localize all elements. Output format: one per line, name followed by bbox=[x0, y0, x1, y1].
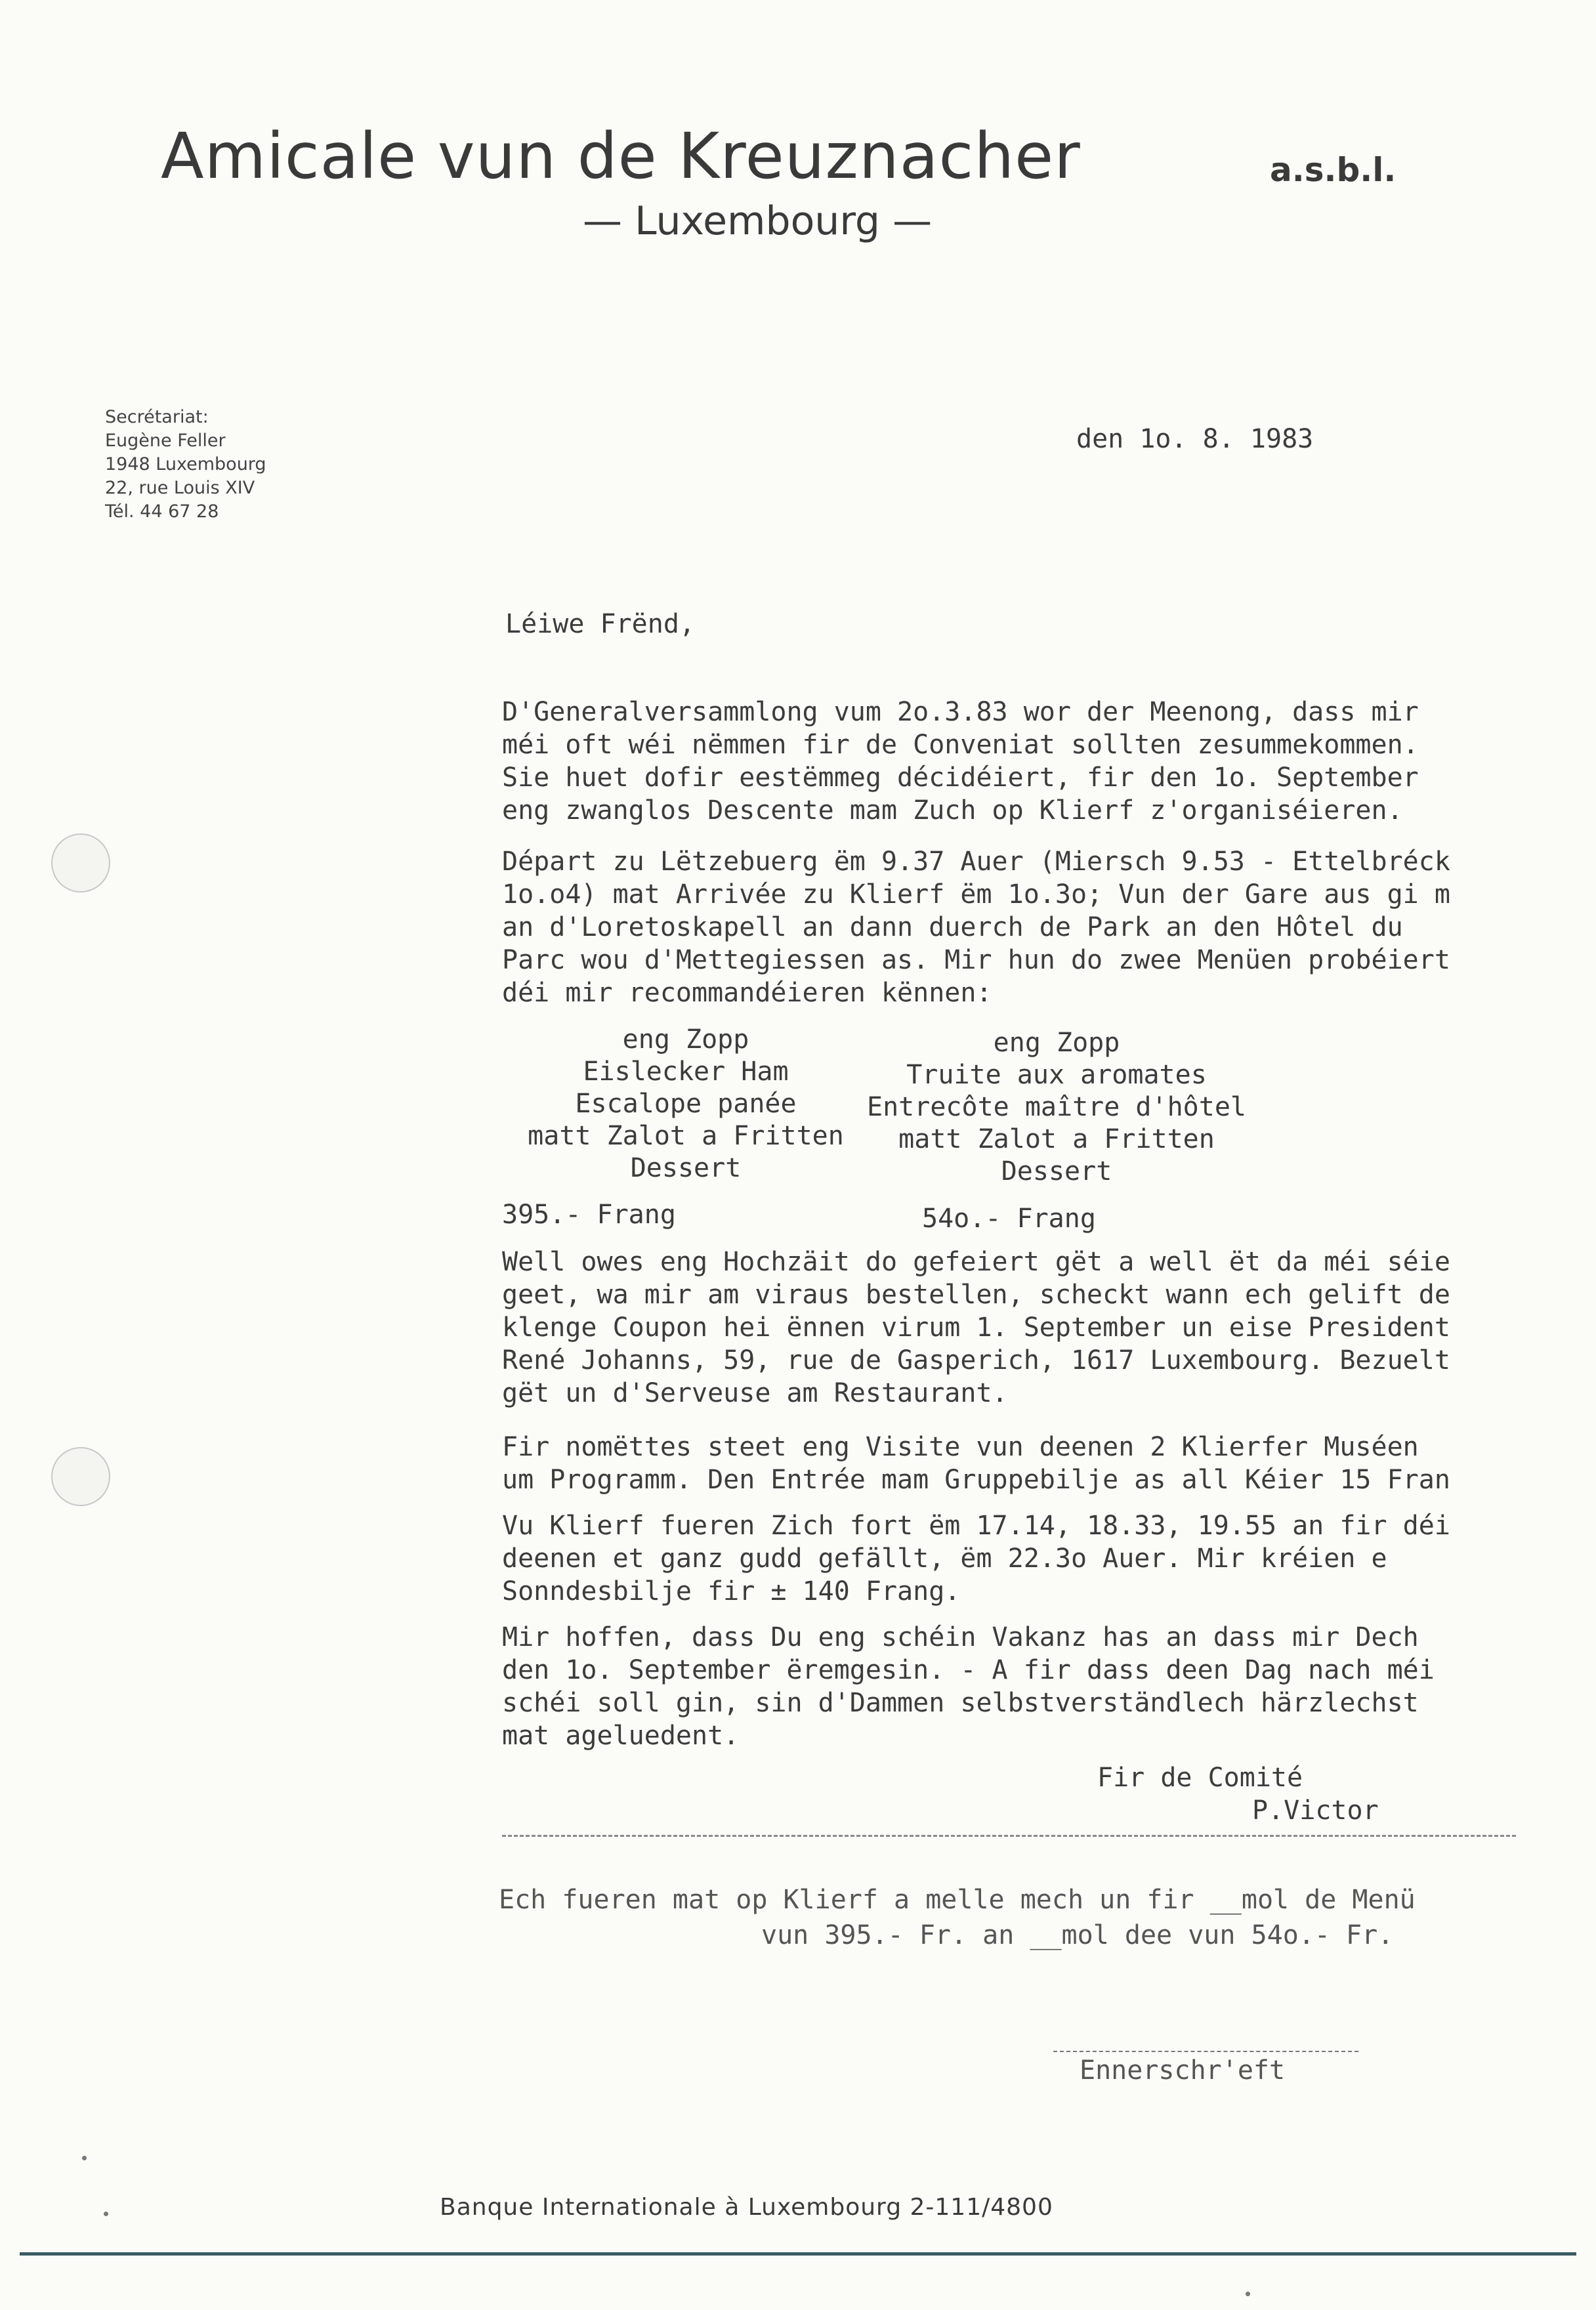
bank-details: Banque Internationale à Luxembourg 2-111/4800 bbox=[440, 2194, 1053, 2221]
menu-item: Eislecker Ham bbox=[583, 1057, 789, 1087]
text-line: um Programm. Den Entrée mam Gruppebilje as all Kéier 15 Fran bbox=[502, 1465, 1450, 1495]
closing-role: Fir de Comité bbox=[1097, 1763, 1303, 1793]
text-line: Well owes eng Hochzäit do gefeiert gët a well ët da méi séie bbox=[502, 1247, 1450, 1277]
text-line: Sonndesbilje fir ± 140 Frang. bbox=[502, 1576, 961, 1606]
secretariat-address bbox=[105, 406, 266, 524]
menu-item: Escalope panée bbox=[575, 1089, 797, 1119]
text-line: eng zwanglos Descente mam Zuch op Klierf z'organiséieren. bbox=[502, 795, 1403, 826]
menu-item: matt Zalot a Fritten bbox=[528, 1121, 844, 1151]
menu-item: eng Zopp bbox=[993, 1028, 1120, 1058]
paragraph-museums bbox=[502, 1431, 1450, 1496]
text-line: Mir hoffen, dass Du eng schéin Vakanz has an dass mir Dech bbox=[502, 1622, 1419, 1652]
punch-hole-icon bbox=[51, 1447, 110, 1506]
text-line: déi mir recommandéieren kënnen: bbox=[502, 978, 992, 1008]
paper-speck bbox=[104, 2212, 108, 2216]
text-line: an d'Loretoskapell an dann duerch de Park an den Hôtel du bbox=[502, 912, 1403, 942]
menu-two bbox=[840, 1027, 1273, 1188]
text-line: den 1o. September ëremgesin. - A fir dass deen Dag nach méi bbox=[502, 1655, 1435, 1685]
secretariat-city: 1948 Luxembourg bbox=[105, 454, 266, 474]
text-line: méi oft wéi nëmmen fir de Conveniat sollten zesummekommen. bbox=[502, 730, 1419, 760]
text-line: Parc wou d'Mettegiessen as. Mir hun do zwee Menüen probéiert bbox=[502, 945, 1450, 975]
letter-date: den 1o. 8. 1983 bbox=[1076, 424, 1314, 454]
organization-name: Amicale vun de Kreuznacher bbox=[161, 119, 1081, 193]
salutation: Léiwe Frënd, bbox=[505, 609, 695, 639]
text-line: Fir nomëttes steet eng Visite vun deenen 2 Klierfer Muséen bbox=[502, 1432, 1419, 1462]
menu-item: Dessert bbox=[1001, 1156, 1112, 1186]
punch-hole-icon bbox=[51, 833, 110, 892]
menu-item: Dessert bbox=[630, 1153, 742, 1183]
menu-item: Entrecôte maître d'hôtel bbox=[867, 1092, 1246, 1122]
text-line: D'Generalversammlong vum 2o.3.83 wor der Meenong, dass mir bbox=[502, 697, 1419, 727]
signature-rule bbox=[1053, 2051, 1358, 2052]
paper-speck bbox=[1246, 2292, 1250, 2296]
menu-one-price: 395.- Frang bbox=[502, 1200, 676, 1230]
text-line: klenge Coupon hei ënnen virum 1. September un eise President bbox=[502, 1312, 1450, 1343]
cut-line bbox=[502, 1835, 1516, 1837]
secretariat-phone: Tél. 44 67 28 bbox=[105, 501, 219, 522]
text-line: Vu Klierf fueren Zich fort ëm 17.14, 18.33, 19.55 an fir déi bbox=[502, 1511, 1450, 1541]
text-line: René Johanns, 59, rue de Gasperich, 1617 Luxembourg. Bezuelt bbox=[502, 1345, 1450, 1376]
menu-two-price: 54o.- Frang bbox=[922, 1204, 1096, 1234]
paragraph-trains bbox=[502, 1509, 1450, 1608]
paragraph-assembly bbox=[502, 696, 1419, 827]
text-line: mat ageluedent. bbox=[502, 1721, 740, 1751]
text-line: geet, wa mir am viraus bestellen, scheckt wann ech gelift de bbox=[502, 1280, 1450, 1310]
menu-item: eng Zopp bbox=[622, 1024, 749, 1055]
text-line: 1o.o4) mat Arrivée zu Klierf ëm 1o.3o; Vun der Gare aus gi m bbox=[502, 879, 1450, 910]
text-line: schéi soll gin, sin d'Dammen selbstverständlech härzlechst bbox=[502, 1688, 1419, 1718]
reply-slip-line-1: Ech fueren mat op Klierf a melle mech un fir __mol de Menü bbox=[499, 1885, 1416, 1915]
text-line: gët un d'Serveuse am Restaurant. bbox=[502, 1378, 1008, 1408]
paper-speck bbox=[82, 2156, 87, 2160]
secretariat-name: Eugène Feller bbox=[105, 430, 226, 451]
menu-one bbox=[469, 1024, 902, 1185]
footer-rule bbox=[20, 2252, 1576, 2256]
paragraph-booking bbox=[502, 1246, 1450, 1410]
closing-name: P.Victor bbox=[1252, 1796, 1379, 1826]
signature-label: Ennerschr'eft bbox=[1080, 2055, 1286, 2086]
organization-legal-suffix: a.s.b.l. bbox=[1270, 151, 1396, 189]
organization-place: — Luxembourg — bbox=[583, 198, 933, 244]
secretariat-street: 22, rue Louis XIV bbox=[105, 478, 255, 498]
reply-slip-line-2: vun 395.- Fr. an __mol dee vun 54o.- Fr. bbox=[761, 1920, 1394, 1950]
menu-item: matt Zalot a Fritten bbox=[898, 1124, 1215, 1154]
text-line: deenen et ganz gudd gefällt, ëm 22.3o Auer. Mir kréien e bbox=[502, 1544, 1387, 1574]
text-line: Départ zu Lëtzebuerg ëm 9.37 Auer (Miersch 9.53 - Ettelbréck bbox=[502, 847, 1450, 877]
paragraph-closing bbox=[502, 1621, 1435, 1752]
menu-item: Truite aux aromates bbox=[906, 1060, 1207, 1090]
text-line: Sie huet dofir eestëmmeg décidéiert, fir den 1o. September bbox=[502, 763, 1419, 793]
secretariat-label: Secrétariat: bbox=[105, 407, 209, 427]
paragraph-departure bbox=[502, 845, 1450, 1009]
